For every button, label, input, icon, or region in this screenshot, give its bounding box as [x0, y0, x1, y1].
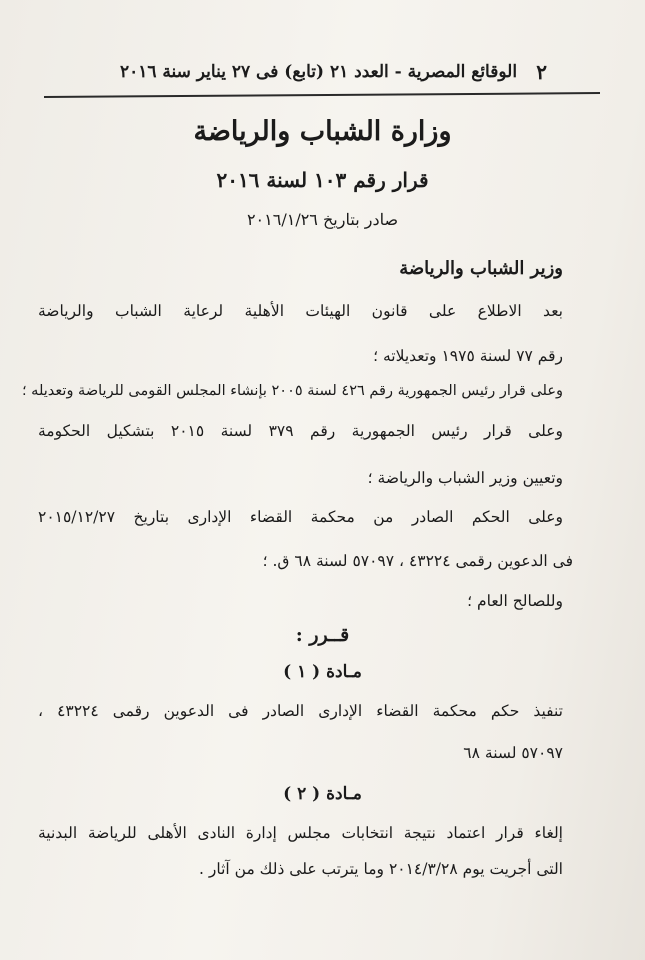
preamble-line: وعلى الحكم الصادر من محكمة القضاء الإدارى بتاريخ ٢٠١٥/١٢/٢٧ [38, 508, 563, 526]
preamble-line: بعد الاطلاع على قانون الهيئات الأهلية لرعاية الشباب والرياضة [38, 302, 563, 320]
ministry-title: وزارة الشباب والرياضة [193, 116, 452, 147]
decree-number: قرار رقم ١٠٣ لسنة ٢٠١٦ [216, 168, 429, 192]
running-header: الوقائع المصرية - العدد ٢١ (تابع) فى ٢٧ يناير سنة ٢٠١٦ [119, 62, 518, 82]
article-1-line: تنفيذ حكم محكمة القضاء الإدارى الصادر فى الدعوين رقمى ٤٣٢٢٤ ، [38, 702, 563, 720]
preamble-line: وعلى قرار رئيس الجمهورية رقم ٤٢٦ لسنة ٢٠٠٥ بإنشاء المجلس القومى للرياضة وتعديله ؛ [21, 383, 563, 399]
preamble-line: فى الدعوين رقمى ٤٣٢٢٤ ، ٥٧٠٩٧ لسنة ٦٨ ق. ؛ [262, 552, 573, 570]
page-number: ٢ [536, 60, 547, 84]
preamble-line: وتعيين وزير الشباب والرياضة ؛ [367, 469, 563, 487]
preamble-line: وللصالح العام ؛ [467, 592, 563, 610]
issue-date: صادر بتاريخ ٢٠١٦/١/٢٦ [246, 210, 399, 229]
preamble-line: رقم ٧٧ لسنة ١٩٧٥ وتعديلاته ؛ [373, 347, 563, 365]
article-2-heading: مـادة ( ٢ ) [283, 784, 362, 804]
article-2-line: إلغاء قرار اعتماد نتيجة انتخابات مجلس إدارة النادى الأهلى للرياضة البدنية [38, 824, 563, 842]
header-rule [44, 92, 600, 98]
decided-heading: قــرر : [295, 624, 350, 646]
minister-heading: وزير الشباب والرياضة [399, 258, 563, 279]
article-1-line: ٥٧٠٩٧ لسنة ٦٨ [463, 744, 563, 762]
article-2-line: التى أجريت يوم ٢٠١٤/٣/٢٨ وما يترتب على ذلك من آثار . [199, 860, 563, 878]
article-1-heading: مـادة ( ١ ) [283, 662, 362, 682]
preamble-line: وعلى قرار رئيس الجمهورية رقم ٣٧٩ لسنة ٢٠١٥ بتشكيل الحكومة [38, 422, 563, 440]
